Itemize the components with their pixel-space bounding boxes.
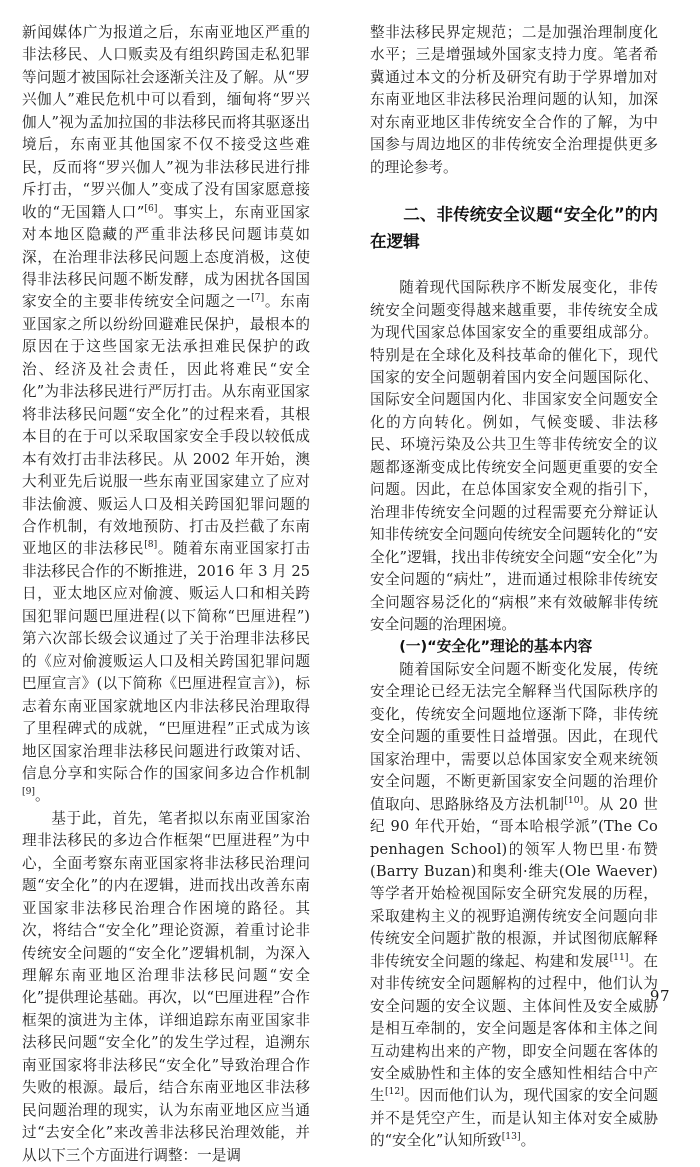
sub-paragraph-text-part-4: 。因而他们认为，现代国家的安全问题并不是凭空产生，而是认知主体对安全威胁的“安全化”认知所致 xyxy=(370,1087,658,1150)
sub-paragraph-text-part-2: 。从 20 世纪 90 年代开始，“哥本哈根学派”(The Copenhagen School)的领军人物巴里·布赞(Barry Buzan)和奥利·维夫(Ole Waever)等学者开始检视国际安全研究发展的历程，采取建构主义的视野追溯传统安全问题向非传统安全问题扩散的根源，并试图彻底解释非传统安全问题的缘起、构建和发展 xyxy=(370,795,658,970)
sub-paragraph-text-part-5: 。 xyxy=(520,1132,536,1150)
reference-marker-9: [9] xyxy=(22,786,36,798)
paragraph-text-part-1: 新闻媒体广为报道之后，东南亚地区严重的非法移民、人口贩卖及有组织跨国走私犯罪等问题才被国际社会逐渐关注及了解。从“罗兴伽人”难民危机中可以看到，缅甸将“罗兴伽人”视为孟加拉国的非法移民而将其驱逐出境后，东南亚其他国家不仅不接受这些难民，反而将“罗兴伽人”视为非法移民进行排斥打击，“罗兴伽人”变成了没有国家愿意接收的“无国籍人口” xyxy=(22,24,310,221)
right-column xyxy=(370,22,658,1153)
reference-marker-7: [7] xyxy=(251,292,265,304)
post-heading-spacer xyxy=(370,255,658,277)
sub-paragraph-text-part-3: 。在对非传统安全问题解构的过程中，他们认为安全问题的安全议题、主体间性及安全威胁是相互牵制的，安全问题是客体和主体之间互动建构出来的产物，即安全问题在客体的安全威胁性和主体的安全感知性相结合中产生 xyxy=(370,952,658,1105)
heading-spacer xyxy=(370,179,658,201)
paragraph-nontraditional-security: 随着现代国际秩序不断发展变化，非传统安全问题变得越来越重要，非传统安全成为现代国家总体国家安全的重要组成部分。特别是在全球化及科技革命的催化下，现代国家的安全问题朝着国内安全问题国际化、国际安全问题国内化、非国家安全问题安全化的方向转化。例如，气候变暖、非法移民、环境污染及公共卫生等非传统安全的议题都逐渐变成比传统安全问题更重要的安全问题。因此，在总体国家安全观的指引下，治理非传统安全问题的过程需要充分辩证认知非传统安全问题向传统安全问题转化的“安全化”逻辑，找出非传统安全问题“安全化”为安全问题的“病灶”，进而通过根除非传统安全问题容易泛化的“病根”来有效破解非传统安全问题的治理困境。 xyxy=(370,279,658,633)
reference-marker-10: [10] xyxy=(564,794,584,806)
reference-marker-13: [13] xyxy=(501,1131,521,1143)
section-heading: 二、非传统安全议题“安全化”的内在逻辑 xyxy=(370,205,658,252)
reference-marker-6: [6] xyxy=(144,202,158,214)
paragraph-text-part-2: 。事实上，东南亚国家对本地区隐藏的严重非法移民问题讳莫如深，在治理非法移民问题上态度消极，这使得非法移民问题不断发酵，成为困扰各国国家安全的主要非传统安全问题之一 xyxy=(22,203,310,311)
paragraph-continued xyxy=(22,22,310,808)
left-column xyxy=(22,22,310,1167)
reference-marker-8: [8] xyxy=(144,539,158,551)
reference-marker-11: [11] xyxy=(609,951,629,963)
paragraph-text-part-5: 。 xyxy=(35,787,50,805)
sub-paragraph-text-part-1: 随着国际安全问题不断变化发展，传统安全理论已经无法完全解释当代国际秩序的变化，传统安全问题地位逐渐下降，非传统安全问题的重要性日益增强。因此，在现代国家治理中，需要以总体国家安全观来统领安全问题，不断更新国家安全问题的治理价值取向、思路脉络及方法机制 xyxy=(370,660,658,813)
paragraph-copenhagen-school xyxy=(370,659,658,1153)
paragraph-text-part-4: 。随着东南亚国家打击非法移民合作的不断推进，2016 年 3 月 25 日，亚太地区应对偷渡、贩运人口和相关跨国犯罪问题巴厘进程(以下简称“巴厘进程”)第六次部长级会议通过了关于治理非法移民的《应对偷渡贩运人口及相关跨国犯罪问题巴厘宣言》(以下简称《巴厘进程宣言》)，标志着东南亚国家就地区内非法移民治理取得了里程碑式的成就，“巴厘进程”正式成为该地区国家治理非法移民问题进行政策对话、信息分享和实际合作的国家间多边合作机制 xyxy=(22,540,310,782)
paragraph-text-part-3: 。东南亚国家之所以纷纷回避难民保护，最根本的原因在于这些国家无法承担难民保护的政治、经济及社会责任，因此将难民“安全化”为非法移民进行严厉打击。从东南亚国家将非法移民问题“安全化”的过程来看，其根本目的在于可以采取国家安全手段以较低成本有效打击非法移民。从 2002 年开始，澳大利亚先后说服一些东南亚国家建立了应对非法偷渡、贩运人口及相关跨国犯罪问题的合作机制，有效地预防、打击及拦截了东南亚地区的非法移民 xyxy=(22,293,310,558)
page-number: 97 xyxy=(649,987,670,1005)
paragraph-research-outline: 基于此，首先，笔者拟以东南亚国家治理非法移民的多边合作框架“巴厘进程”为中心，全面考察东南亚国家将非法移民治理问题“安全化”的内在逻辑，进而找出改善东南亚国家非法移民治理合作困境的路径。其次，将结合“安全化”理论资源，着重讨论非传统安全问题的“安全化”逻辑机制，为深入理解东南亚地区治理非法移民问题“安全化”提供理论基础。再次，以“巴厘进程”合作框架的演进为主体，详细追踪东南亚国家非法移民问题“安全化”的发生学过程，追溯东南亚国家将非法移民“安全化”导致治理合作失败的根源。最后，结合东南亚地区非法移民问题治理的现实，认为东南亚地区应当通过“去安全化”来改善非法移民治理效能，并从以下三个方面进行调整：一是调 xyxy=(22,809,310,1164)
paragraph-outline-continued: 整非法移民界定规范；二是加强治理制度化水平；三是增强域外国家支持力度。笔者希冀通过本文的分析及研究有助于学界增加对东南亚地区非法移民治理问题的认知，加深对东南亚地区非传统安全合作的了解，为中国参与周边地区的非传统安全治理提供更多的理论参考。 xyxy=(370,24,658,176)
reference-marker-12: [12] xyxy=(384,1086,404,1098)
sub-heading-securitization-theory: (一)“安全化”理论的基本内容 xyxy=(399,638,593,656)
